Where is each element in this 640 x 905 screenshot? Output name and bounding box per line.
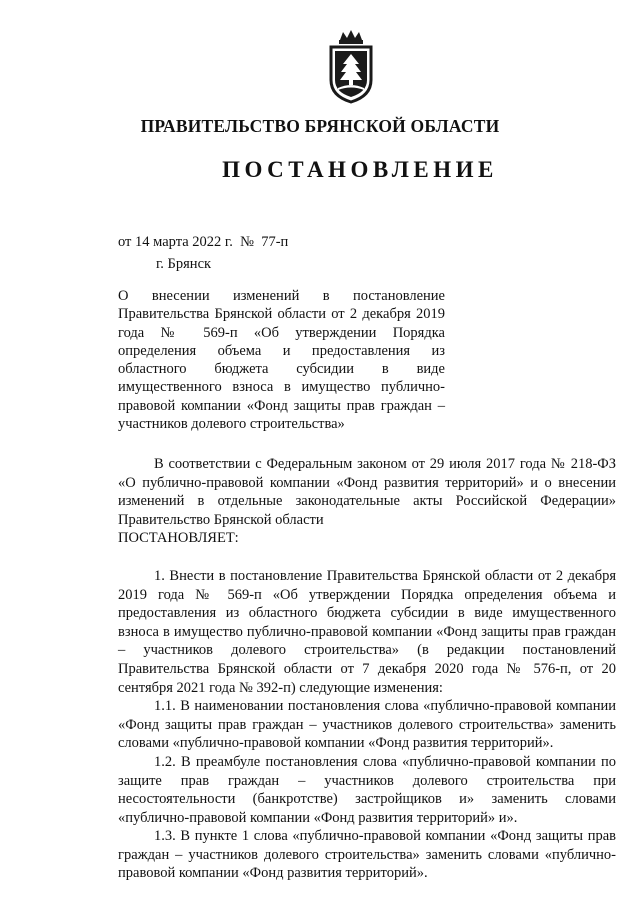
- resolves-heading: ПОСТАНОВЛЯЕТ:: [118, 530, 239, 547]
- document-number: 77-п: [261, 234, 289, 250]
- document-subject: О внесении изменений в постановление Правительства Брянской области от 2 декабря 2019 года № 569-п «Об утверждении Порядка определения объема и предоставления из областного бюджета субсидии в виде имущественного взноса в имущество публично-правовой компании «Фонд защиты прав граждан – участников долевого строительства»: [118, 288, 445, 433]
- document-date: 14 марта 2022 г.: [135, 234, 233, 250]
- preamble-paragraph: В соответствии с Федеральным законом от 29 июля 2017 года № 218-ФЗ «О публично-правовой компании «Фонд развития территорий» и о внесении изменений в отдельные законодательные акты Российской Федерации» Правительство Брянской области: [118, 456, 616, 528]
- coat-of-arms-icon: [328, 30, 374, 104]
- item-1-paragraph: 1. Внести в постановление Правительства Брянской области от 2 декабря 2019 года № 569-п «Об утверждении Порядка определения объема и предоставления из областного бюджета субсидии в виде имущественного взноса в имущество публично-правовой компании «Фонд защиты прав граждан – участников долевого строительства» (в редакции постановлений Правительства Брянской области от 7 декабря 2020 года № 576-п, от 20 сентября 2021 года № 392-п) следующие изменения:: [118, 567, 616, 696]
- document-body: [118, 455, 616, 883]
- number-prefix: №: [232, 234, 262, 250]
- date-number-line: [118, 234, 288, 251]
- government-title: ПРАВИТЕЛЬСТВО БРЯНСКОЙ ОБЛАСТИ: [140, 116, 500, 136]
- city: г. Брянск: [156, 256, 212, 272]
- item-1-1-paragraph: 1.1. В наименовании постановления слова «публично-правовой компании «Фонд защиты прав граждан – участников долевого строительства» заменить словами «публично-правовой компании «Фонд развития территорий».: [118, 698, 616, 752]
- item-1-2-paragraph: 1.2. В преамбуле постановления слова «публично-правовой компании по защите прав граждан – участников долевого строительства при несостоятельности (банкротстве) застройщиков и» заменить словами «публично-правовой компании «Фонд развития территорий» и».: [118, 753, 616, 826]
- document-type-title: ПОСТАНОВЛЕНИЕ: [222, 157, 498, 182]
- date-prefix: от: [118, 234, 136, 250]
- item-1-3-paragraph: 1.3. В пункте 1 слова «публично-правовой компании «Фонд защиты прав граждан – участников долевого строительства» заменить словами «публично-правовой компании «Фонд развития территорий».: [118, 828, 616, 882]
